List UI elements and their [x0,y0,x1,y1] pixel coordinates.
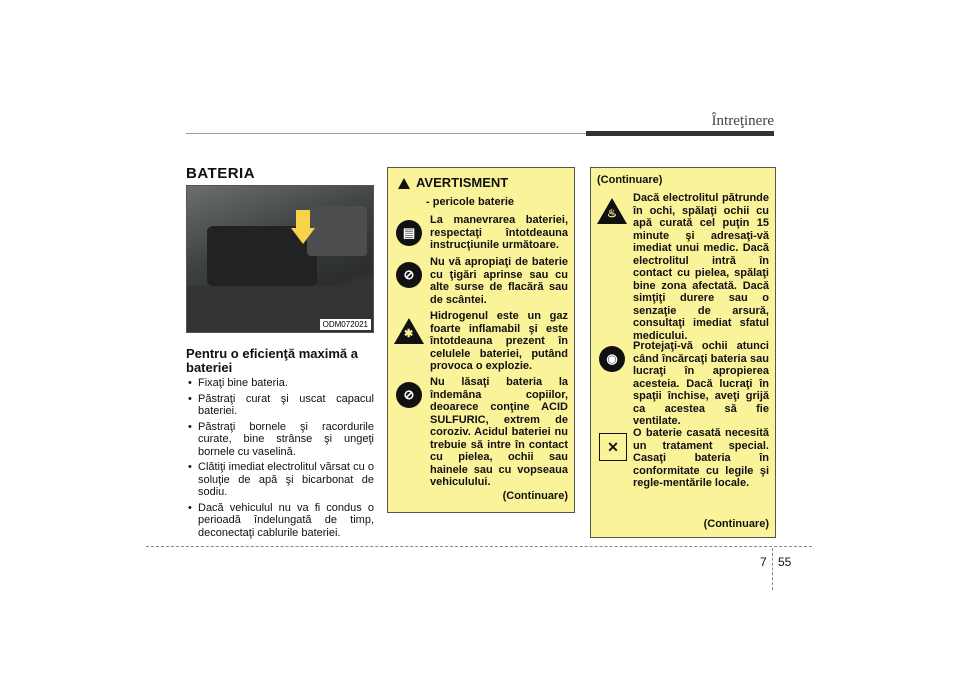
page-number: 55 [778,555,792,569]
warning-text: O baterie casată necesită un tratament special. Casaţi bateria în conformitate cu legile şi regle-mentările locale. [633,427,769,489]
list-item: • Fixaţi bine bateria. [186,377,374,390]
footer-dotted-rule [146,546,812,547]
no-children-icon: ⊘ [396,382,422,408]
header-rule [186,133,586,134]
arrow-down-icon [296,210,310,230]
continued-label: (Continuare) [502,490,568,502]
no-smoking-icon: ⊘ [396,262,422,288]
warning-subtitle: - pericole baterie [426,196,515,208]
list-item: • Clătiţi imediat electrolitul vărsat cu o soluţie de apă şi bicarbonat de sodiu. [186,461,374,499]
bullet-list [186,377,374,542]
list-item: • Păstraţi curat şi uscat capacul bateriei. [186,393,374,418]
warning-triangle-icon [398,178,410,189]
section-heading: BATERIA [186,165,256,182]
warning-text: Nu lăsaţi bateria la îndemâna copiilor, deoarece conţine ACID SULFURIC, extrem de coroziv. Acidul bateriei nu trebuie să intre în contact cu pielea, ochii sau hainele sau cu vopseaua vehiculului. [430,376,568,488]
list-item: • Păstraţi bornele şi racordurile curate, bine strânse şi ungeţi bornele cu vaselină. [186,421,374,459]
footer-vertical-rule [772,548,773,590]
continued-label: (Continuare) [703,518,769,530]
continued-top: (Continuare) [597,174,663,186]
list-item: • Dacă vehiculul nu va fi condus o perioadă îndelungată de timp, deconectaţi cablurile bateriei. [186,502,374,540]
header-title: Întreţinere [711,113,774,129]
warning-text: La manevrarea bateriei, respectaţi întotdeauna instrucţiunile următoare. [430,214,568,251]
battery-photo [186,185,374,333]
warning-box-continued [590,167,776,538]
warning-text: Hidrogenul este un gaz foarte inflamabil şi este întotdeauna prezent în celulele bateriei, putând provoca o explozie. [430,310,568,372]
corrosive-icon: ♨ [597,198,627,224]
goggles-icon: ◉ [599,346,625,372]
warning-text: Protejaţi-vă ochii atunci când încărcaţi bateria sau lucraţi în apropierea acesteia. Dacă lucraţi în spaţii închise, aveţi grijă ca acestea să fie ventilate. [633,340,769,427]
subheading: Pentru o eficienţă maximă a bateriei [186,346,358,375]
photo-code: ODM072021 [320,319,371,330]
explosion-icon: ✱ [394,318,424,344]
book-icon: ▤ [396,220,422,246]
warning-text: Dacă electrolitul pătrunde în ochi, spălaţi ochii cu apă curată cel puţin 15 minute şi adresaţi-vă imediat unui medic. Dacă electrolitul intră în contact cu pielea, spălaţi bine zona afectată. Dacă simţiţi durere sau o senzaţie de arsură, consultaţi imediat sfatul medicului. [633,192,769,342]
recycle-bin-icon: ✕ [599,433,627,461]
chapter-number: 7 [760,555,767,569]
warning-box [387,167,575,513]
warning-title: AVERTISMENT [416,175,509,190]
header-bar [586,131,774,136]
warning-text: Nu vă apropiaţi de baterie cu ţigări aprinse sau cu alte surse de flacără sau de scântei. [430,256,568,306]
